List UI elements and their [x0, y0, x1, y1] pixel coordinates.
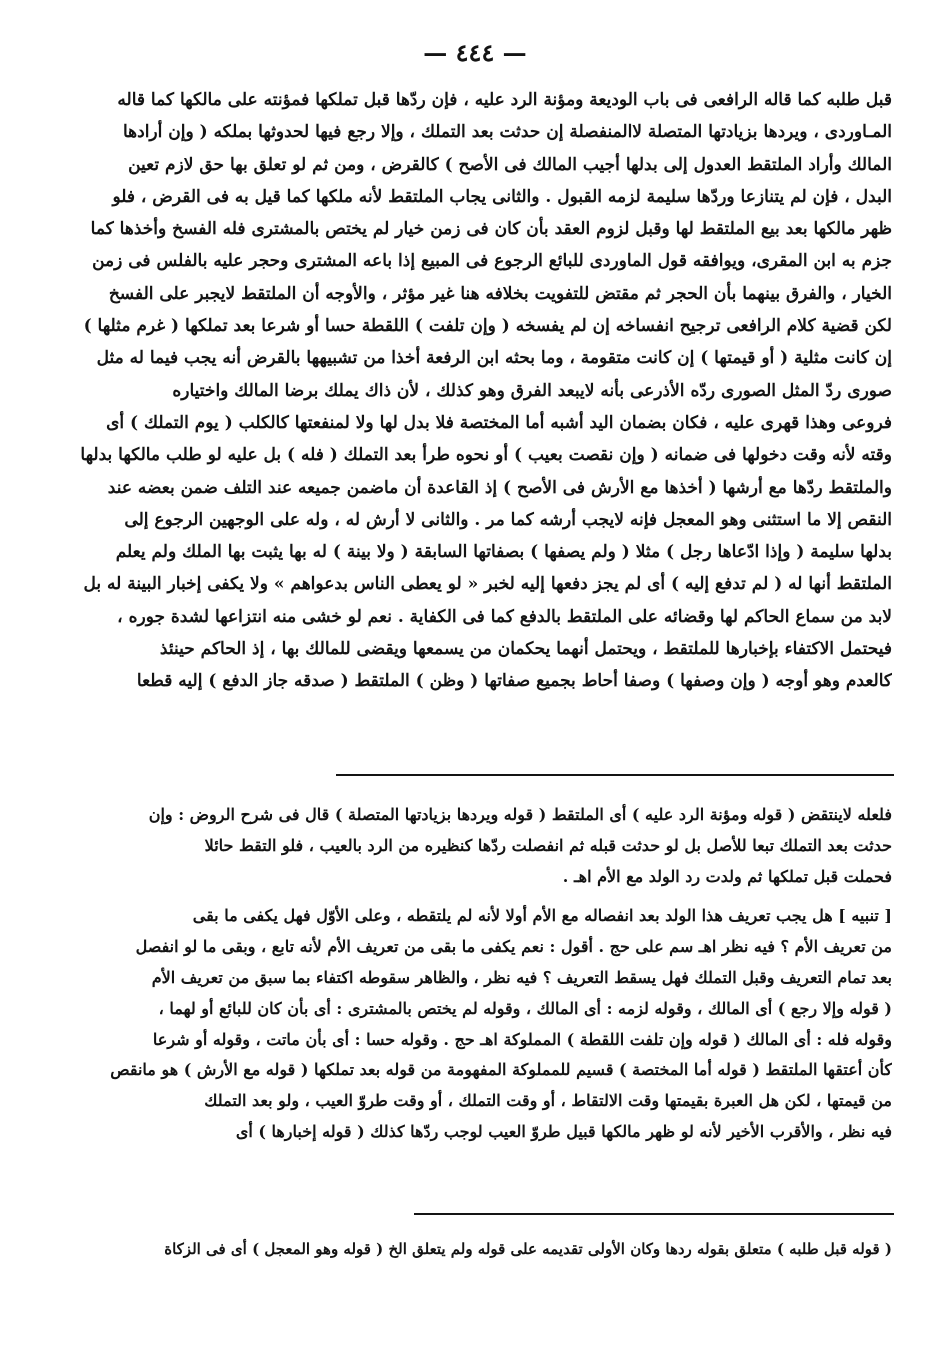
main-text-line: قبل طلبه كما قاله الرافعى فى باب الوديعة ومؤنة الرد عليه ، فإن ردّها قبل تملكها فمؤنته على مالكها كما قاله — [117, 90, 892, 110]
commentary-text — [66, 800, 892, 1148]
commentary-line: فيه نظر ، والأقرب الأخير لأنه لو ظهر مالكها قبيل طروّ العيب لوجب ردّها كذلك ( قوله إخبارها ) أى — [235, 1121, 892, 1141]
main-text-line: جزم به ابن المقرى، ويوافقه قول الماوردى للبائع الرجوع فى المبيع إذا باعه المشترى وحجر عليه بالفلس فى زمن — [92, 251, 892, 272]
main-text-line: لابد من سماع الحاكم لها وقضائه على الملتقط بالدفع كما فى الكفاية . نعم لو خشى منه انتزاعها لشدة جوره ، — [117, 606, 892, 627]
commentary-line: كأن أعتقها الملتقط ( قوله أما المختصة ) قسيم للمملوكة المفهومة من قوله بعد تملكها ( قوله مع الأرش ) هو مانقص — [110, 1060, 892, 1080]
commentary-line: بعد تمام التعريف وقبل التملك فهل يسقط التعريف ؟ فيه نظر ، والظاهر سقوطه اكتفاء بما سبق من تعريف الأم — [151, 967, 892, 987]
main-text-line: البدل ، فإن لم يتنازعا وردّها سليمة لزمه القبول . والثانى يجاب الملتقط لأنه ملكها كما قيل به فى القرض ، فلو — [112, 186, 892, 207]
commentary-line: وقوله فله : أى المالك ( قوله وإن تلفت اللقطة ) المملوكة اهـ حج . وقوله حسا : أى بأن ماتت ، وقوله أو شرعا — [152, 1029, 892, 1049]
page-number: — ٤٤٤ — — [423, 38, 527, 67]
main-text-line: فيحتمل الاكتفاء بإخبارها للملتقط ، ويحتمل أنهما يحكمان من يسمعها ويقضى للمالك بها ، إذ الحاكم حينئذ — [159, 639, 892, 660]
main-text-line: لكن قضية كلام الرافعى ترجيح انفساخه إن لم يفسخه ( وإن تلفت ) اللقطة حسا أو شرعا بعد تملكها ( غرم مثلها ) — [83, 316, 892, 337]
main-text-line: المـاوردى ، ويردها بزيادتها المتصلة لاالمنفصلة إن حدثت بعد التملك ، وإلا رجع فيها لحدوثها بملكه ( وإن أرادها — [122, 122, 892, 143]
commentary-line: من تعريف الأم ؟ فيه نظر اهـ سم على حج . أقول : نعم يكفى ما بقى من تعريف الأم لأنه تابع ، وبقى ما لو انفصل — [135, 937, 892, 957]
commentary-paragraph — [66, 901, 892, 1147]
main-text-line: والملتقط ردّها مع أرشها ( أخذها مع الأرش فى الأصح ) إذ القاعدة أن ماضمن جميعه عند التلف ضمن بعضه عند — [107, 477, 892, 498]
commentary-line: ( قوله وإلا رجع ) أى المالك ، وقوله لزمه : أى المالك ، وقوله لم يختص بالمشترى : أى بأن كان للبائع أو لهما ، — [158, 998, 892, 1018]
footnote — [66, 1234, 892, 1264]
commentary-line: [ تنبيه ] هل يجب تعريف هذا الولد بعد انفصاله مع الأم أولا لأنه لم يلتقطه ، وعلى الأوّل فهل يكفى ما بقى — [192, 906, 892, 926]
main-text-line: المالك وأراد الملتقط العدول إلى بدلها أجيب المالك فى الأصح ) كالقرض ، ومن ثم لو تعلق بها حق لازم تعين — [128, 154, 892, 175]
footnote-line: ( قوله قبل طلبه ) متعلق بقوله ردها وكان الأولى تقديمه على قوله ولم يتعلق الخ ( قوله وهو المعجل ) أى فى الزكاة — [164, 1240, 892, 1258]
main-text-line: إن كانت مثلية ( أو قيمتها ) إن كانت متقومة ، وما بحثه ابن الرفعة أخذا من تشبيهها بالقرض أنه يجب فيما له مثل — [96, 348, 892, 369]
main-text — [66, 84, 892, 698]
main-text-line: كالعدم وهو أوجه ( وإن وصفها ) وصفا أحاط بجميع صفاتها ( وظن ) الملتقط ( صدقه جاز الدفع ) إليه قطعا — [136, 671, 892, 692]
footnote-divider — [414, 1213, 894, 1215]
commentary-paragraph — [66, 800, 892, 892]
main-text-line: صورى ردّ المثل الصورى ردّه الأذرعى بأنه لايبعد الفرق وهو كذلك ، لأن ذاك يملك برضا المالك واختياره — [172, 380, 892, 401]
commentary-line: من قيمتها ، لكن هل العبرة بقيمتها وقت الالتقاط ، أو وقت التملك ، أو وقت طروّ العيب ، ولو بعد التملك — [204, 1091, 892, 1111]
section-divider — [336, 774, 894, 776]
main-text-line: ظهر مالكها بعد بيع الملتقط لها وقبل لزوم العقد بأن كان فى زمن خيار لم يختص بالمشترى فله الفسخ وأخذها كما — [90, 219, 892, 240]
commentary-line: فحملت قبل تملكها ثم ولدت رد الولد مع الأم اهـ . — [562, 866, 892, 886]
main-text-line: وقته لأنه وقت دخولها فى ضمانه ( وإن نقصت بعيب ) أو نحوه طرأ بعد التملك ( فله ) بل عليه لو طلب مالكها بدلها — [80, 445, 892, 466]
main-text-line: بدلها سليمة ( وإذا ادّعاها رجل ) مثلا ( ولم يصفها ) بصفاتها السابقة ( ولا بينة ) له بها يثبت بها الملك ولم يعلم — [115, 542, 892, 563]
commentary-line: حدثت بعد التملك تبعا للأصل بل لو حدثت قبله ثم انفصلت ردّها كنظيره من الرد بالعيب ، فلو التقط حائلا — [204, 835, 892, 855]
main-text-line: الملتقط أنها له ( لم تدفع إليه ) أى لم يجز دفعها إليه لخبر « لو يعطى الناس بدعواهم » ولا يكفى إخبار البينة له بل — [83, 574, 892, 595]
main-text-line: فروعى وهذا قهرى عليه ، فكان بضمان اليد أشبه أما المختصة فلا بدل لها ولا لمنفعتها كالكلب ( يوم التملك ) أى — [106, 412, 892, 433]
main-text-line: الخيار ، والفرق بينهما بأن الحجر ثم مقتض للتفويت بخلافه هنا غير مؤثر ، والأوجه أن الملتقط لايجبر على الفسخ — [108, 283, 892, 304]
main-text-line: النقص إلا ما استثنى وهو المعجل فإنه لايجب أرشه كما مر . والثانى لا أرش له ، وله على الوجهين الرجوع إلى — [124, 509, 892, 530]
commentary-line: فلعله لاينتقض ( قوله ومؤنة الرد عليه ) أى الملتقط ( قوله ويردها بزيادتها المتصلة ) قال فى شرح الروض : وإن — [148, 805, 892, 824]
